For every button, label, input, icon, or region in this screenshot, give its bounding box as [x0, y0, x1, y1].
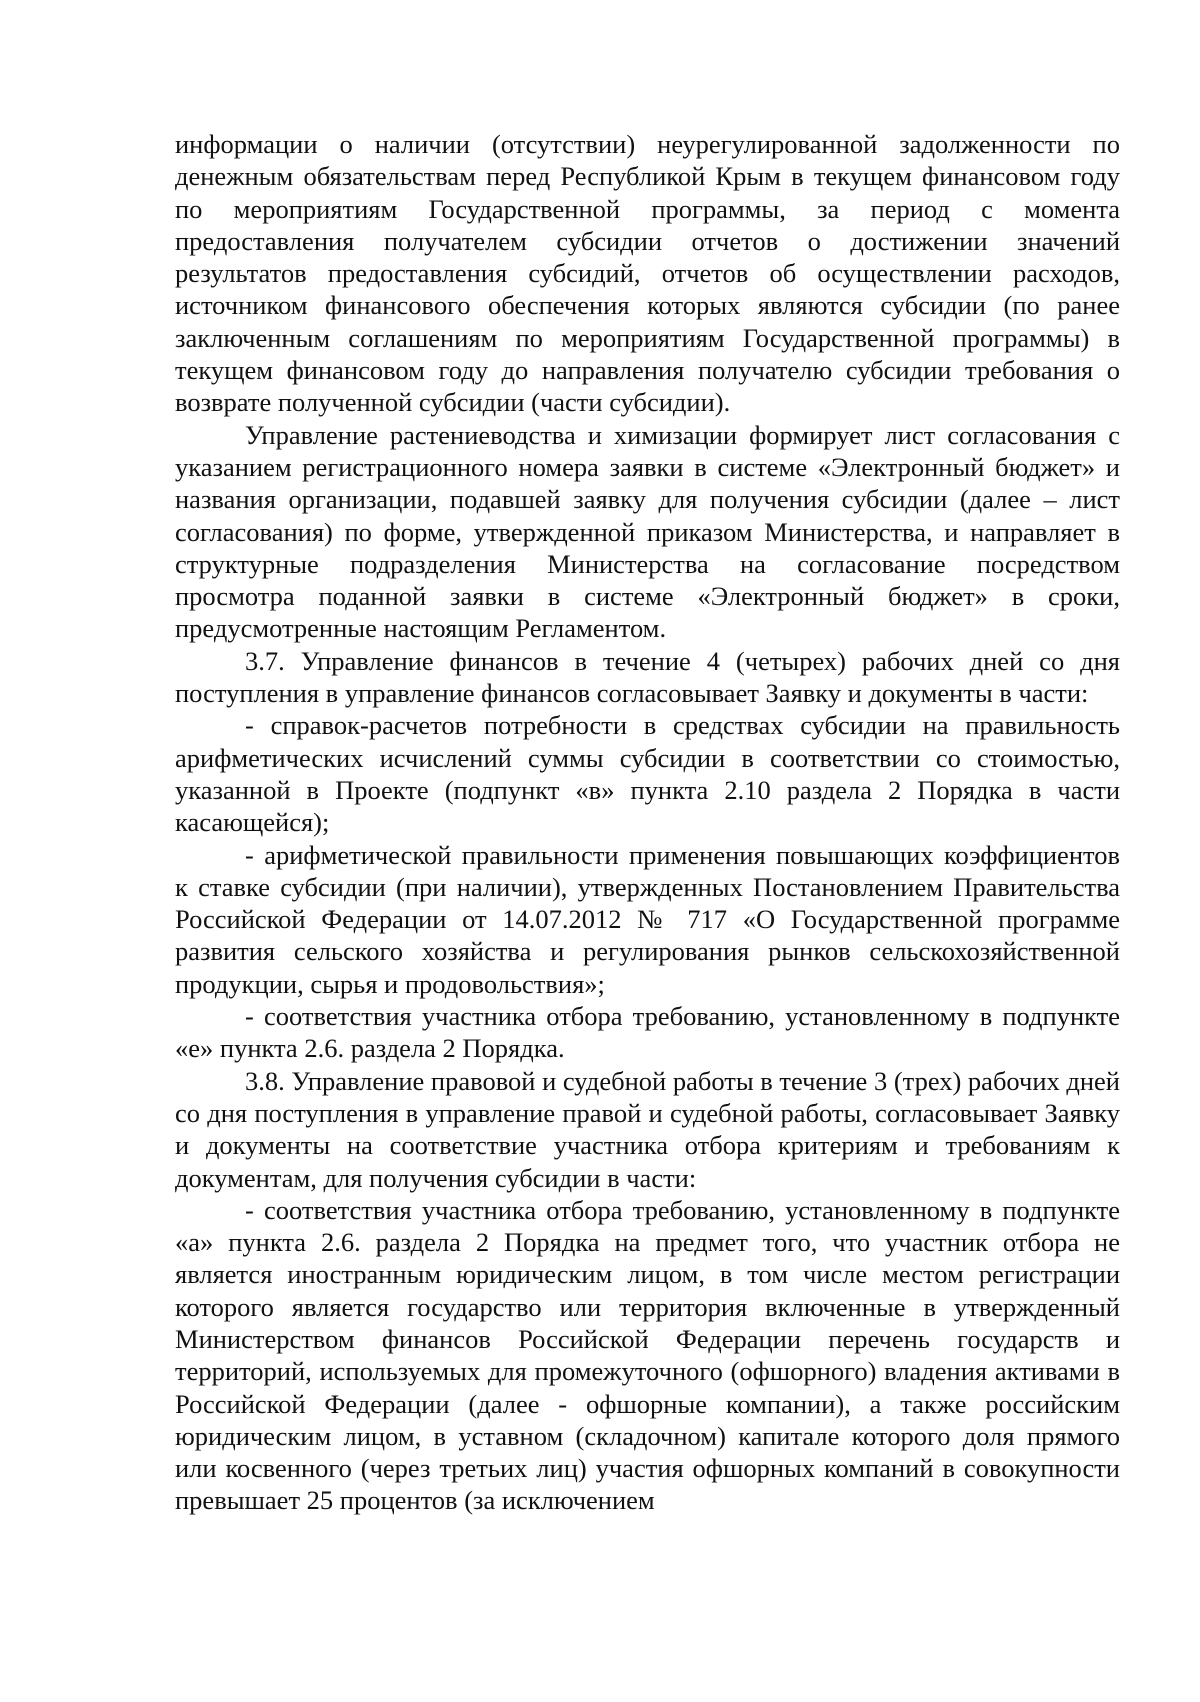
paragraph-debt-information: информации о наличии (отсутствии) неурегулированной задолженности по денежным обязательствам перед Республикой Крым в текущем финансовом году по мероприятиям Государственной программы, за период с момента предоставления получателем субсидии отчетов о достижении значений результатов предоставления субсидий, отчетов об осуществлении расходов, источником финансового обеспечения которых являются субсидии (по ранее заключенным соглашениям по мероприятиям Государственной программы) в текущем финансовом году до направления получателю субсидии требования о возврате полученной субсидии (части субсидии). [175, 129, 1120, 418]
paragraph-section-3-7: 3.7. Управление финансов в течение 4 (четырех) рабочих дней со дня поступления в управление финансов согласовывает Заявку и документы в части: [175, 645, 1120, 709]
document-body [175, 128, 1120, 1517]
list-item-requirement-e: - соответствия участника отбора требованию, установленному в подпункте «е» пункта 2.6. раздела 2 Порядка. [175, 1001, 1120, 1064]
list-item-requirement-a: - соответствия участника отбора требованию, установленному в подпункте «а» пункта 2.6. раздела 2 Порядка на предмет того, что участник отбора не является иностранным юридическим лицом, в том числе местом регистрации которого является государство или территория включенные в утвержденный Министерством финансов Российской Федерации перечень государств и территорий, используемых для промежуточного (офшорного) владения активами в Российской Федерации (далее - офшорные компании), а также российским юридическим лицом, в уставном (складочном) капитале которого доля прямого или косвенного (через третьих лиц) участия офшорных компаний в совокупности превышает 25 процентов (за исключением [175, 1194, 1120, 1516]
paragraph-approval-sheet: Управление растениеводства и химизации формирует лист согласования с указанием регистрационного номера заявки в системе «Электронный бюджет» и названия организации, подавшей заявку для получения субсидии (далее – лист согласования) по форме, утвержденной приказом Министерства, и направляет в структурные подразделения Министерства на согласование посредством просмотра поданной заявки в системе «Электронный бюджет» в сроки, предусмотренные настоящим Регламентом. [175, 419, 1120, 644]
list-item-calculation-check: - справок-расчетов потребности в средствах субсидии на правильность арифметических исчислений суммы субсидии в соответствии со стоимостью, указанной в Проекте (подпункт «в» пункта 2.10 раздела 2 Порядка в части касающейся); [175, 710, 1120, 838]
list-item-coefficient-check: - арифметической правильности применения повышающих коэффициентов к ставке субсидии (при наличии), утвержденных Постановлением Правительства Российской Федерации от 14.07.2012 № 717 «О Государственной программе развития сельского хозяйства и регулирования рынков сельскохозяйственной продукции, сырья и продовольствия»; [175, 839, 1120, 999]
paragraph-section-3-8: 3.8. Управление правовой и судебной работы в течение 3 (трех) рабочих дней со дня поступления в управление правой и судебной работы, согласовывает Заявку и документы на соответствие участника отбора критериям и требованиям к документам, для получения субсидии в части: [175, 1065, 1120, 1193]
